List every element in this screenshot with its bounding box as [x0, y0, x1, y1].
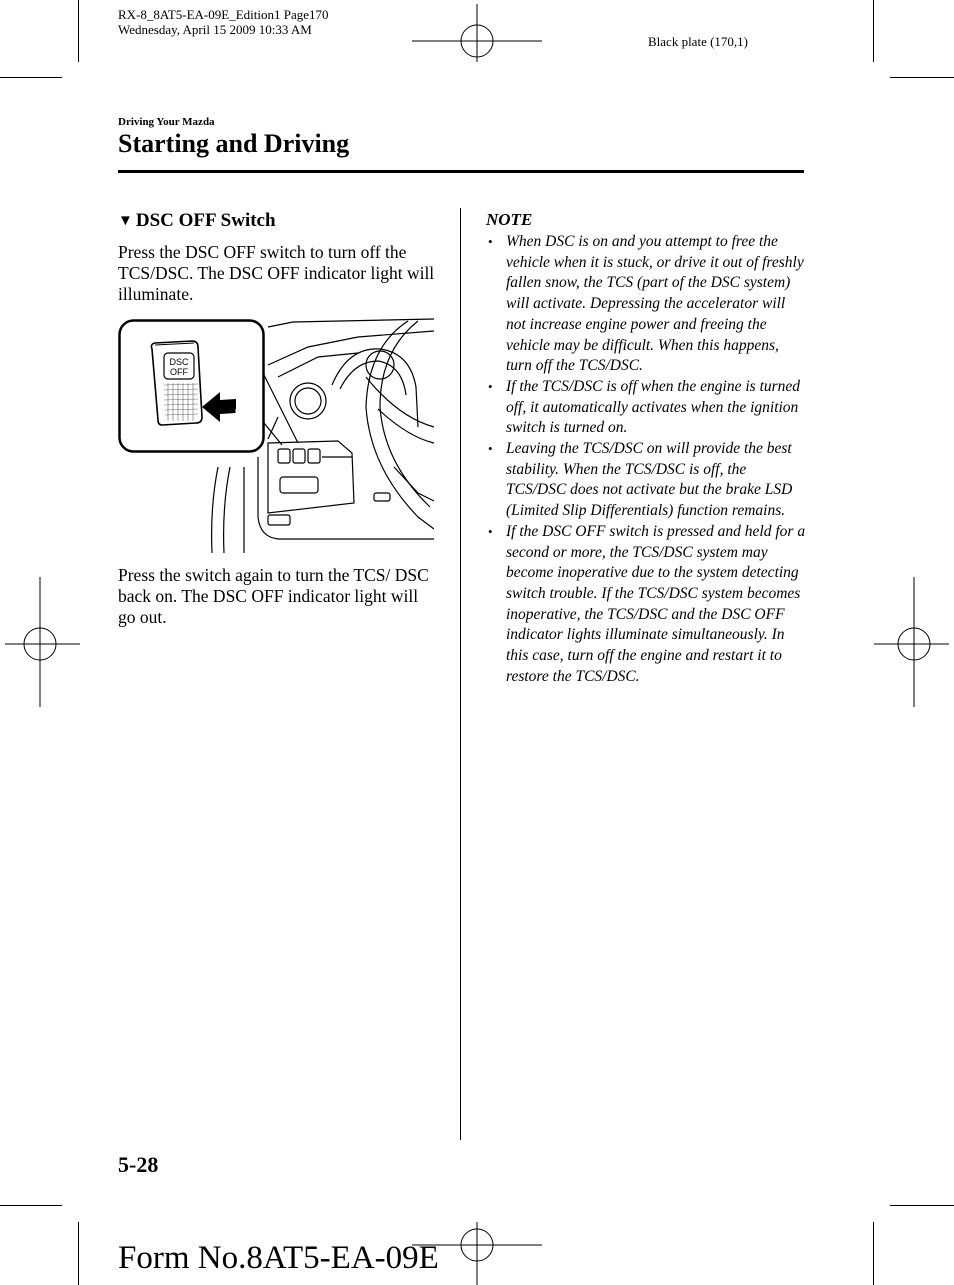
switch-label-off: OFF — [170, 367, 188, 377]
note-list — [486, 232, 806, 687]
left-column-lower — [118, 565, 438, 628]
page-title: Starting and Driving — [118, 129, 350, 158]
bullet-icon: • — [488, 234, 493, 249]
crop-mark — [78, 1222, 79, 1285]
section-label: Driving Your Mazda — [118, 116, 215, 128]
bullet-icon: • — [488, 378, 493, 394]
left-column — [118, 210, 438, 305]
form-number: Form No.8AT5-EA-09E — [118, 1240, 439, 1276]
registration-mark-top — [412, 4, 542, 76]
triangle-marker-icon: ▼ — [118, 212, 133, 229]
note-item: • If the TCS/DSC is off when the engine is turned off, it automatically activates when the ignition switch is turned on. — [488, 377, 801, 437]
title-rule — [118, 170, 804, 173]
print-header — [118, 7, 329, 37]
crop-mark — [0, 77, 62, 78]
print-header-line2: Wednesday, April 15 2009 10:33 AM — [118, 22, 312, 37]
subheading-text: DSC OFF Switch — [135, 210, 276, 231]
registration-mark-right — [874, 577, 954, 707]
crop-mark — [890, 77, 954, 78]
note-section — [486, 210, 806, 687]
crop-mark — [78, 0, 79, 62]
subheading — [118, 210, 438, 232]
paragraph-2: Press the switch again to turn the TCS/ DSC back on. The DSC OFF indicator light will go out. — [118, 565, 429, 627]
note-item: • If the DSC OFF switch is pressed and held for a second or more, the TCS/DSC system may become inoperative due to the system detecting switch trouble. If the TCS/DSC system becomes inoperative, the TCS/DSC and the DSC OFF indicator lights illuminate simultaneously. In this case, turn off the engine and restart it to restore the TCS/DSC. — [488, 522, 806, 685]
crop-mark — [0, 1205, 62, 1206]
page-number: 5-28 — [118, 1152, 159, 1177]
note-item: • When DSC is on and you attempt to free the vehicle when it is stuck, or drive it out of freshly fallen snow, the TCS (part of the DSC system) will activate. Depressing the accelerator will not increase engine power and freeing the vehicle may be difficult. When this happens, turn off the TCS/DSC. — [488, 233, 804, 375]
switch-label-dsc: DSC — [169, 357, 189, 367]
crop-mark — [890, 1205, 954, 1206]
note-item: • Leaving the TCS/DSC on will provide the best stability. When the TCS/DSC is off, the TCS/DSC does not activate but the brake LSD (Limited Slip Differentials) function remains. — [488, 440, 793, 520]
note-title: NOTE — [486, 210, 533, 229]
paragraph-1: Press the DSC OFF switch to turn off the TCS/DSC. The DSC OFF indicator light will illuminate. — [118, 242, 435, 304]
column-divider — [460, 208, 461, 1140]
registration-mark-left — [0, 577, 80, 707]
plate-label: Black plate (170,1) — [648, 34, 748, 49]
print-header-line1: RX-8_8AT5-EA-09E_Edition1 Page170 — [118, 7, 329, 22]
crop-mark — [873, 0, 874, 62]
crop-mark — [873, 1222, 874, 1285]
dsc-off-switch-illustration — [118, 317, 434, 555]
bullet-icon: • — [488, 441, 493, 457]
bullet-icon: • — [488, 523, 493, 539]
